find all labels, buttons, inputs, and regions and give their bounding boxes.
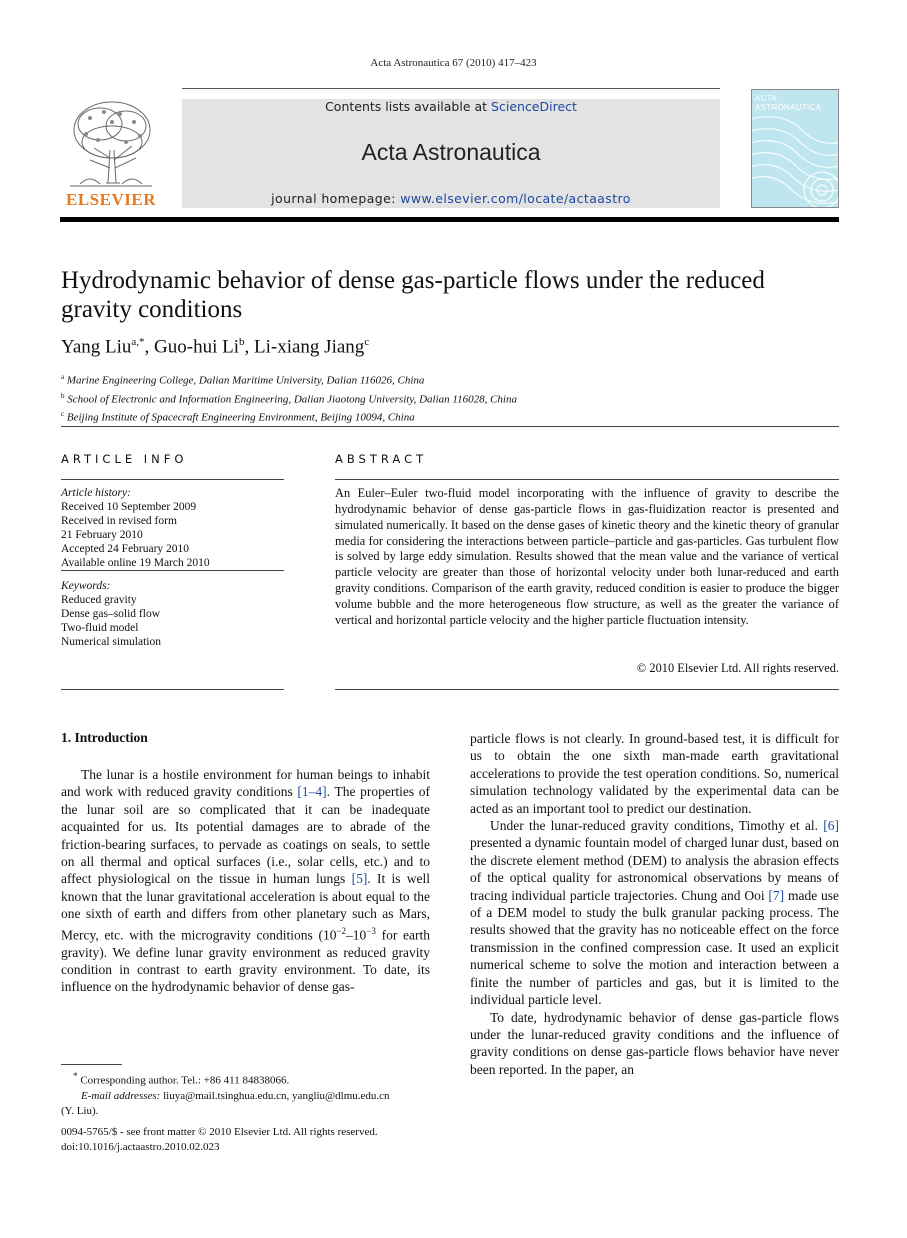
body-text: The lunar is a hostile environment for human beings to inhabit and work with reduced gravity conditions [61,767,430,800]
author-affil-sup[interactable]: b [239,336,245,348]
body-column-left [61,766,430,996]
exponent: −2 [336,925,347,936]
email-note [61,1089,431,1104]
elsevier-wordmark: ELSEVIER [66,190,156,209]
header-bottom-rule [60,217,839,222]
author-affil-sup[interactable]: c [364,336,370,348]
section-heading-introduction: 1. Introduction [61,730,148,745]
footnotes [61,1069,431,1119]
citation-link[interactable]: [7] [768,887,785,903]
citation-link[interactable]: [1–4] [297,784,327,800]
abstract-text: An Euler–Euler two-fluid model incorporating with the influence of gravity to describe the hydrodynamic behavior of dense gas-particle flows in gas-fluidization reactor is presented and simulated numerically. It based on the dense gases of kinetic theory and the kinetic theory of granular media for considering the interactions between particle–particle and gas-particles. Gas turbulent flow is solved by large eddy simulation. Results showed that the mean value and the variance of vertical particle velocity are greater than those of horizontal velocity under both lunar-reduced and earth gravity conditions. Comparison of the earth gravity, reduced condition is easier to produce the bigger volume bubble and the more heterogeneous flow structure, as well as the greater the variance of vertical and horizontal particle velocity and the higher particle fluctuation intensity. [335,486,839,627]
contents-prefix: Contents lists available at [325,99,492,114]
author-name: Li-xiang Jiang [254,336,365,358]
footnote-rule [61,1064,122,1065]
body-text: . The properties of the lunar soil are so complicated that it can be inadequate acquainted for us. Its potential damages are to abrade of the friction-bearing surfaces, to pervade as coatings on seals, to settle on all thermal and optical surfaces (i.e., solar cells, etc.) and to affect physiological on the tissue in human lungs [61,784,430,887]
affiliation-sup: b [61,391,65,400]
email-owner: (Y. Liu). [61,1104,99,1117]
body-paragraph [61,766,430,996]
history-item: 21 February 2010 [61,529,143,541]
affiliation [61,407,761,426]
abstract-bottom-rule [335,689,839,690]
history-item: Available online 19 March 2010 [61,557,210,569]
affiliation-sup: c [61,410,65,419]
email-label: E-mail addresses: [81,1089,161,1102]
body-text: Under the lunar-reduced gravity conditions, Timothy et al. [490,818,824,834]
history-item: Received 10 September 2009 [61,501,197,513]
author-name: Guo-hui Li [154,336,239,358]
doi[interactable]: doi:10.1016/j.actaastro.2010.02.023 [61,1141,220,1153]
body-column-right [470,730,839,1078]
front-matter-text: 0094-5765/$ - see front matter © 2010 Elsevier Ltd. All rights reserved. [61,1126,378,1138]
info-bottom-rule [61,689,284,690]
history-item: Accepted 24 February 2010 [61,543,190,555]
email-addresses[interactable]: liuya@mail.tsinghua.edu.cn, yangliu@dlmu.edu.cn [160,1089,390,1102]
body-text: –10 [346,927,367,943]
body-paragraph: particle flows is not clearly. In ground-based test, it is difficult for us to obtain the one sixth man-made earth gravitational accelerations to provide the test operation conditions. So, numerical simulation technology validated by the experimental data can be acted as an important tool to predict our destination. [470,731,839,816]
body-text: . It is well known that the lunar gravitational acceleration is about equal to the one sixth of earth and differs from other planetary such as Mars, Mercy, etc. with the microgravity conditions (10 [61,871,430,943]
body-paragraph: To date, hydrodynamic behavior of dense gas-particle flows under the lunar-reduced gravity conditions and the influence of gravity conditions on dense gas-particle flows behavior have never been reported. In the paper, an [470,1009,839,1077]
journal-title: Acta Astronautica [361,139,541,165]
footnote-text: Corresponding author. Tel.: +86 411 84838066. [77,1074,290,1087]
keywords [61,579,161,649]
author-name: Yang Liu [61,336,132,358]
keyword: Two-fluid model [61,622,139,634]
body-text: made use of a DEM model to study the bulk granular packing process. The results showed that the gravity has no noticeable effect on the force transmission in the confined compression case. It used an explicit numerical scheme to solve the motion and interaction between a finite the number of particles and gas, but it is limited to the individual particle level. [470,887,839,1008]
article-info-label: ARTICLE INFO [61,452,188,466]
affiliation-text: Beijing Institute of Spacecraft Engineering Environment, Beijing 10094, China [66,411,415,424]
cover-title: ACTA ASTRONAUTICA [755,94,822,112]
body-text: for earth gravity). We define lunar gravity environment as reduced gravity condition in contrast to earth gravity environment. To date, its influence on the hydrodynamic behavior of dense gas- [61,927,430,995]
journal-homepage [182,191,720,206]
exponent: −3 [366,925,376,936]
history-keywords-rule [61,570,284,571]
contents-availability [182,99,720,114]
citation-link[interactable]: [5] [351,871,368,887]
journal-cover-thumbnail [751,89,839,208]
homepage-link[interactable]: www.elsevier.com/locate/actaastro [400,191,631,206]
affiliation-sup: a [61,373,65,381]
body-text: presented a dynamic fountain model of charged lunar dust, based on the discrete element method (DEM) to analysis the abrasion effects of the optical quality for astronomical observations by means of tracing individual particle trajectories. Chung and Ooi [470,835,839,903]
corresponding-author-note [61,1069,431,1089]
article-history [61,486,210,570]
sciencedirect-link[interactable]: ScienceDirect [491,99,577,114]
article-title: Hydrodynamic behavior of dense gas-particle flows under the reduced gravity conditions [61,267,765,323]
footnote-marker: * [73,1071,78,1081]
homepage-prefix: journal homepage: [271,191,401,206]
journal-citation: Acta Astronautica 67 (2010) 417–423 [370,57,537,69]
body-paragraph [470,817,839,1008]
history-label: Article history: [61,487,131,499]
history-item: Received in revised form [61,515,177,527]
affiliation [61,370,761,389]
article-info-rule [61,479,284,480]
affiliation-text: School of Electronic and Information Engineering, Dalian Jiaotong University, Dalian 116028, China [67,393,517,406]
keyword: Reduced gravity [61,594,137,606]
abstract-rule [335,479,839,480]
abstract-copyright: © 2010 Elsevier Ltd. All rights reserved. [636,661,839,675]
front-matter [61,1125,441,1155]
author-list: Yang Liu$^{a,*}$, Guo-hui Li$^b$, Li-xiang Jiang$^c$ [61,336,370,358]
affiliation-list [61,370,761,426]
keywords-label: Keywords: [61,580,111,592]
affiliation-divider [61,426,839,427]
keyword: Numerical simulation [61,636,161,648]
citation-link[interactable]: [6] [823,818,839,834]
keyword: Dense gas–solid flow [61,608,161,620]
header-top-rule [182,88,720,89]
affiliation [61,389,761,408]
affiliation-text: Marine Engineering College, Dalian Maritime University, Dalian 116026, China [66,374,425,387]
author-affil-sup[interactable]: a,* [131,336,145,348]
abstract-label: ABSTRACT [335,452,428,466]
